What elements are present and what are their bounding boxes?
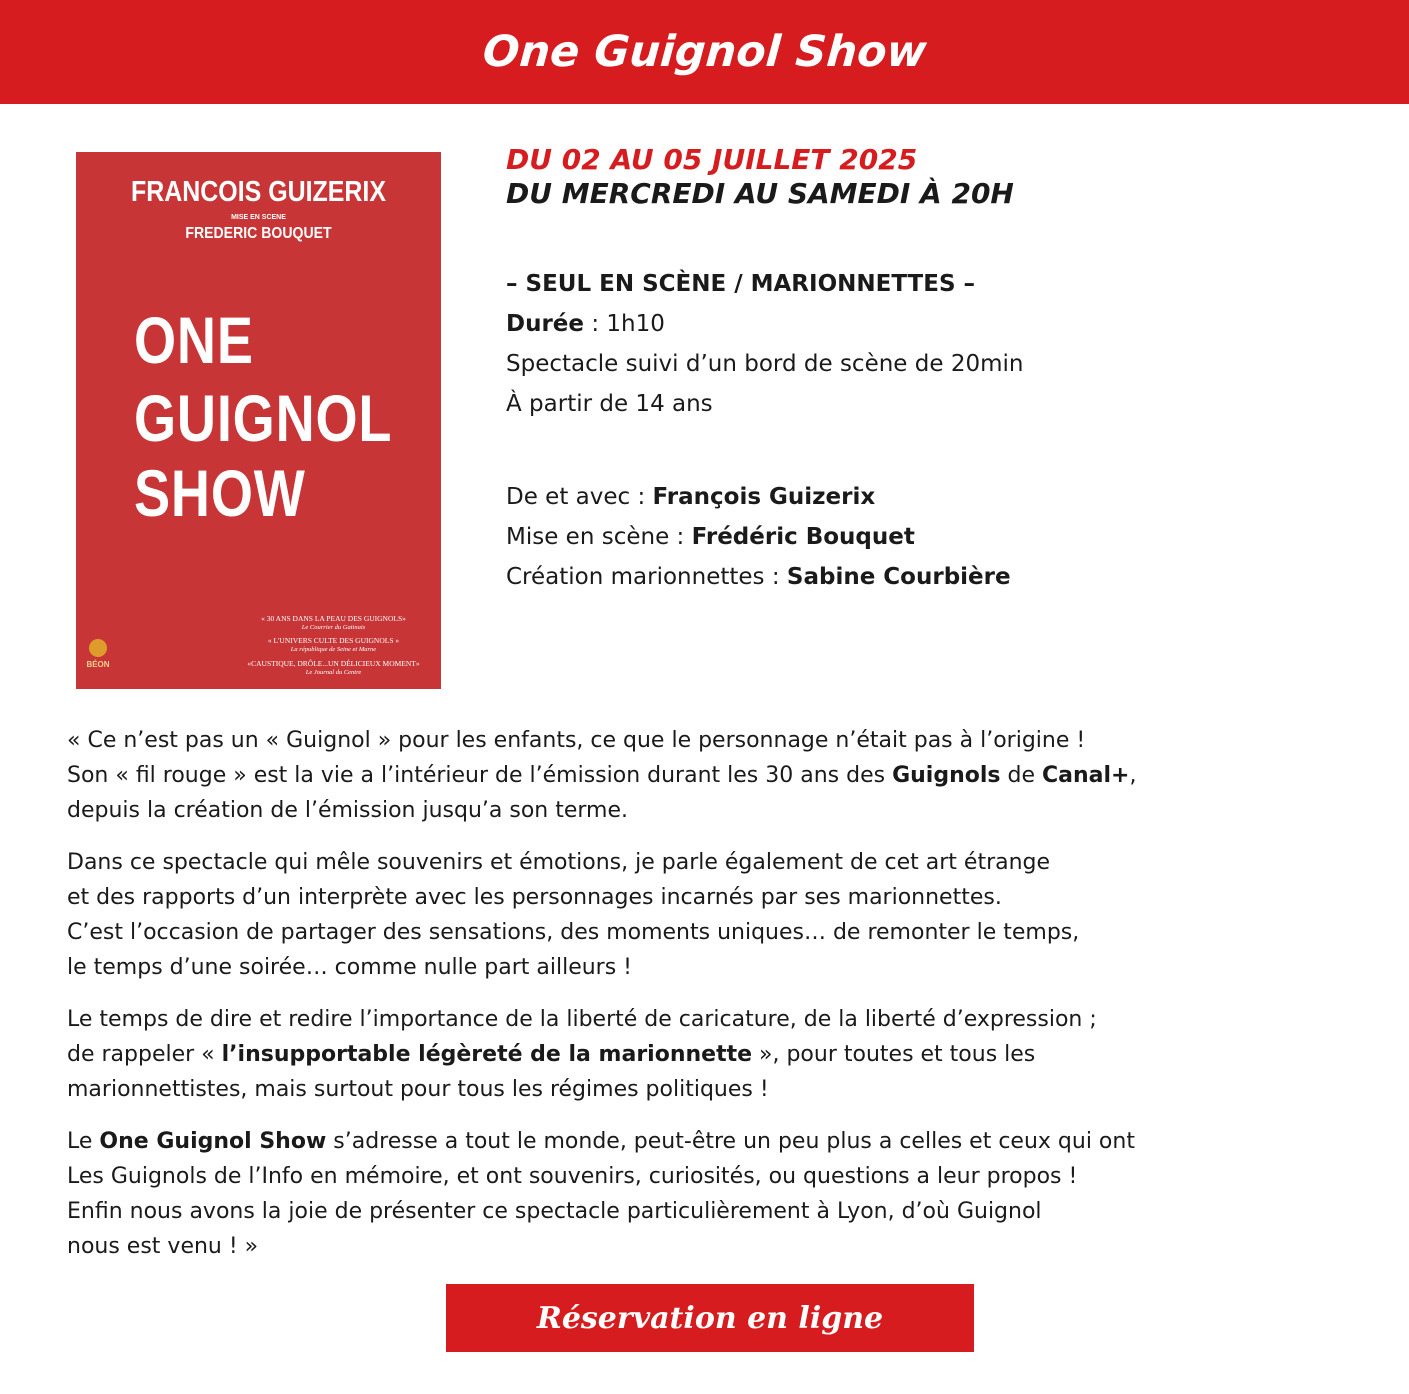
poster-press-quote	[226, 636, 441, 654]
press-quote-text: « 30 ANS DANS LA PEAU DES GUIGNOLS»	[261, 614, 406, 623]
press-quote-source: Le Courrier du Gatinais	[301, 624, 366, 631]
event-after-show: Spectacle suivi d’un bord de scène de 20min	[506, 351, 1024, 377]
press-quote-text: «CAUSTIQUE, DRÔLE...UN DÉLICIEUX MOMENT»	[247, 659, 420, 668]
header-banner	[0, 0, 1409, 104]
poster-press-quote	[226, 614, 441, 632]
credits	[506, 477, 1366, 597]
duration-value: : 1h10	[584, 311, 665, 337]
event-info	[506, 143, 1366, 211]
credit-staging	[506, 517, 1366, 557]
text-run: », pour toutes et tous les marionnettistes, mais surtout pour tous les régimes politiques !	[67, 1042, 1036, 1102]
event-duration	[506, 304, 1366, 344]
producer-logo	[83, 639, 113, 679]
event-dates: DU 02 AU 05 JUILLET 2025	[506, 143, 918, 176]
description-paragraph	[67, 723, 1357, 828]
credit-puppets	[506, 557, 1366, 597]
show-poster	[76, 152, 441, 689]
text-run: « Ce n’est pas un « Guignol » pour les enfants, ce que le personnage n’était pas à l’origine ! Son « fil rouge » est la vie a l’intérieur de l’émission durant les 30 ans des	[67, 728, 1086, 788]
duration-label: Durée	[506, 311, 585, 337]
poster-title-line: SHOW	[134, 456, 306, 530]
poster-director: FREDERIC BOUQUET	[185, 225, 332, 242]
credit-name: François Guizerix	[652, 484, 876, 510]
credit-name: Sabine Courbière	[786, 564, 1011, 590]
online-booking-button[interactable]: Réservation en ligne	[446, 1284, 974, 1352]
credit-label: Création marionnettes :	[506, 564, 787, 590]
page-title: One Guignol Show	[481, 27, 928, 77]
poster-press-quote	[226, 659, 441, 677]
text-run-bold: Canal+	[1041, 763, 1130, 788]
press-quote-text: « L'UNIVERS CULTE DES GUIGNOLS »	[267, 636, 400, 645]
poster-staging-label: MISE EN SCENE	[231, 214, 286, 221]
text-run: Le	[67, 1129, 100, 1154]
press-quote-source: La république de Seine et Marne	[290, 646, 377, 653]
description-paragraph: Dans ce spectacle qui mêle souvenirs et émotions, je parle également de cet art étrange et des rapports d’un interprète avec les personnages incarnés par ses marionnettes. C’est l’occasion de partager des sensations, des moments uniques… de remonter le temps, le temps d’une soirée… comme nulle part ailleurs !	[67, 850, 1080, 980]
credit-performer	[506, 477, 1366, 517]
credit-name: Frédéric Bouquet	[691, 524, 915, 550]
text-run: Le temps de dire et redire l’importance de la liberté de caricature, de la liberté d’expression ; de rappeler «	[67, 1007, 1097, 1067]
logo-emblem-icon	[89, 639, 107, 657]
text-run: de	[1000, 763, 1042, 788]
text-run-bold: One Guignol Show	[99, 1129, 327, 1154]
event-genre: – SEUL EN SCÈNE / MARIONNETTES –	[506, 271, 976, 297]
credit-label: De et avec :	[506, 484, 653, 510]
poster-title-line: ONE	[134, 303, 254, 377]
text-run: , depuis la création de l’émission jusqu’a son terme.	[67, 763, 1137, 823]
press-quote-source: Le Journal du Centre	[305, 669, 362, 676]
description	[67, 723, 1357, 1281]
event-schedule: DU MERCREDI AU SAMEDI À 20H	[506, 177, 1014, 210]
text-run: s’adresse a tout le monde, peut-être un peu plus a celles et ceux qui ont Les Guignols de l’Info en mémoire, et ont souvenirs, curiosités, ou questions a leur propos ! Enfin nous avons la joie de présenter ce spectacle particulièrement à Lyon, d’où Guignol nous est venu ! »	[67, 1129, 1135, 1259]
event-age: À partir de 14 ans	[506, 391, 713, 417]
description-paragraph	[67, 1124, 1357, 1264]
text-run-bold: Guignols	[892, 763, 1001, 788]
logo-text: BÉON	[86, 660, 110, 669]
poster-title-line: GUIGNOL	[134, 381, 393, 455]
text-run-bold: l’insupportable légèreté de la marionnette	[221, 1042, 753, 1067]
description-paragraph	[67, 1002, 1357, 1107]
credit-label: Mise en scène :	[506, 524, 692, 550]
event-details	[506, 264, 1366, 424]
poster-author: FRANCOIS GUIZERIX	[131, 176, 386, 208]
